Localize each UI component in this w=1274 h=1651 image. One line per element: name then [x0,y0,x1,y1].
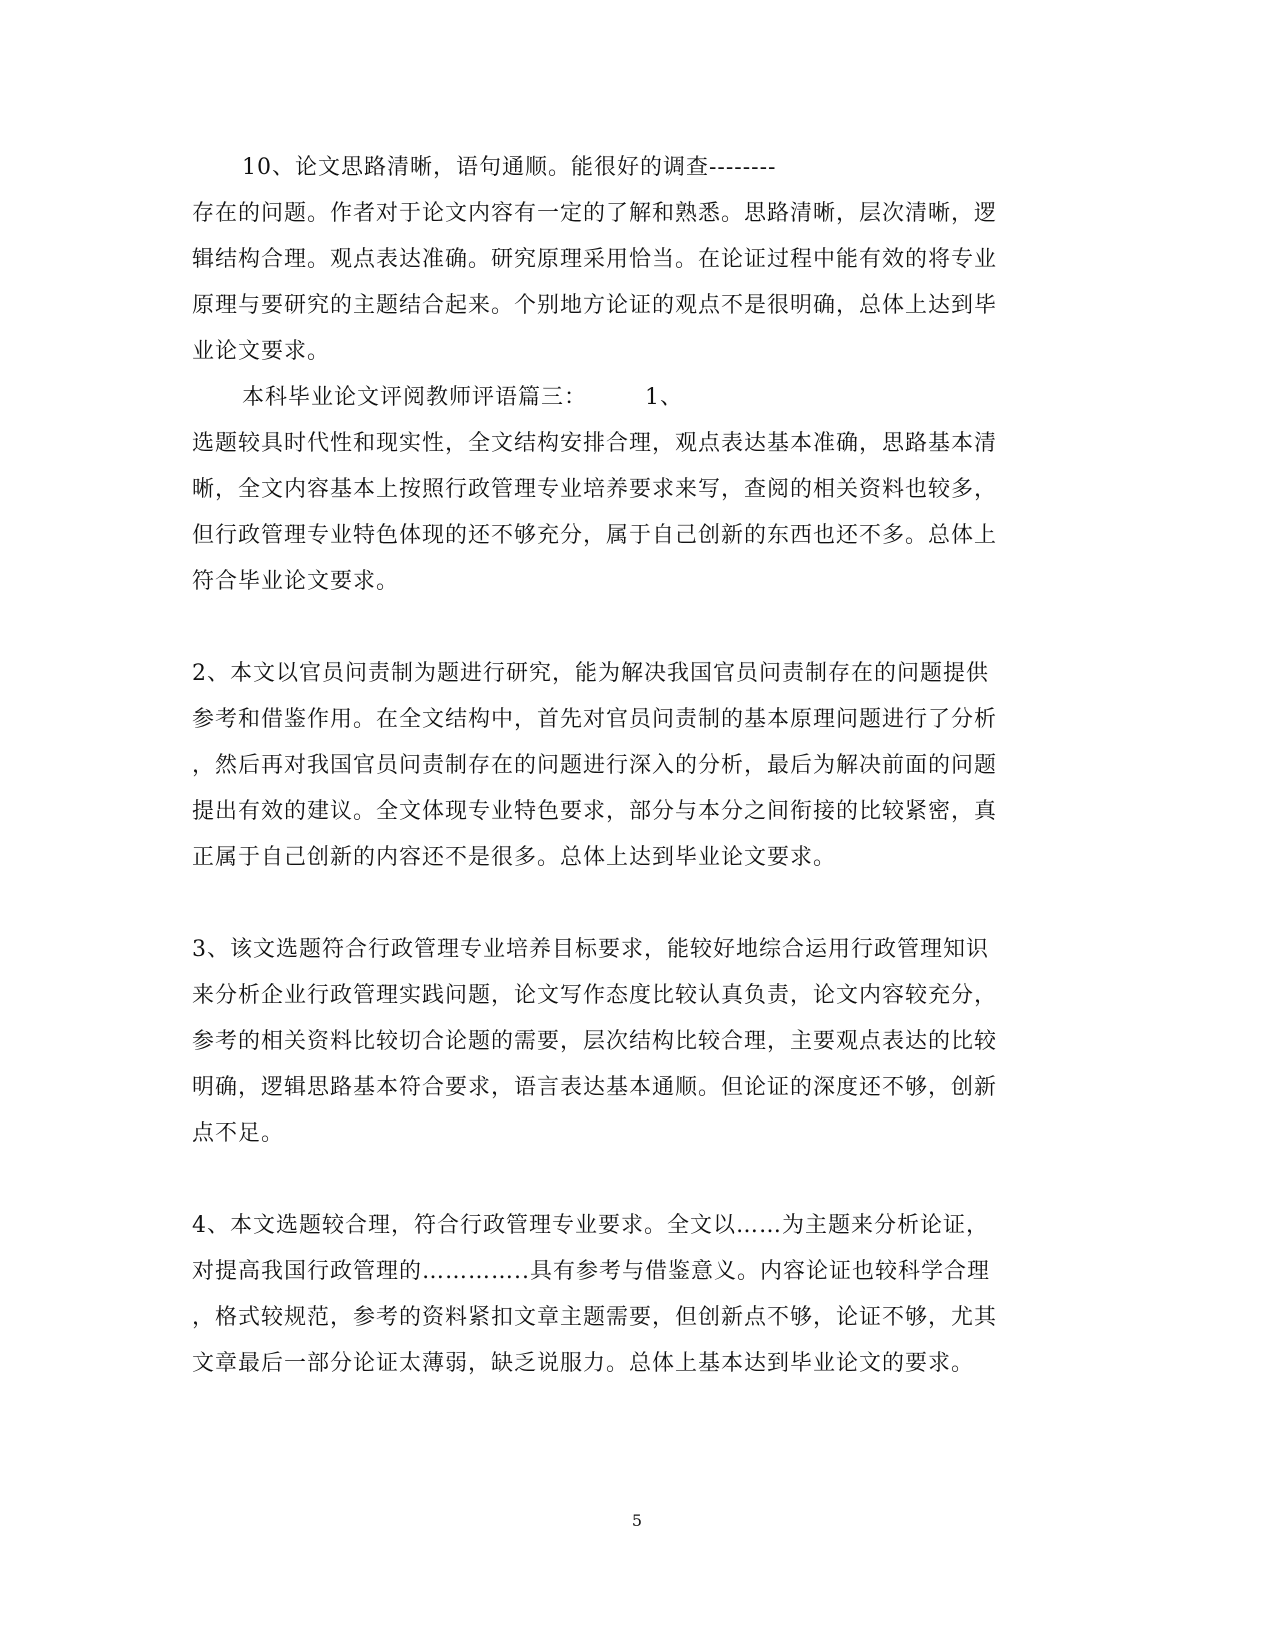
text-line: 晰，全文内容基本上按照行政管理专业培养要求来写，查阅的相关资料也较多， [192,477,998,502]
text-line: 参考和借鉴作用。在全文结构中，首先对官员问责制的基本原理问题进行了分析 [192,707,998,732]
text-line: 但行政管理专业特色体现的还不够充分，属于自己创新的东西也还不多。总体上 [192,523,998,548]
text-line: 正属于自己创新的内容还不是很多。总体上达到毕业论文要求。 [192,845,837,870]
text-line: 符合毕业论文要求。 [192,569,400,594]
text-line: 明确，逻辑思路基本符合要求，语言表达基本通顺。但论证的深度还不够，创新 [192,1075,998,1100]
text-line: 文章最后一部分论证太薄弱，缺乏说服力。总体上基本达到毕业论文的要求。 [192,1351,975,1376]
text-line: 业论文要求。 [192,339,331,364]
text-line: 存在的问题。作者对于论文内容有一定的了解和熟悉。思路清晰，层次清晰，逻 [192,201,998,226]
text-line: 2、本文以官员问责制为题进行研究，能为解决我国官员问责制存在的问题提供 [192,661,989,686]
text-line: 10、论文思路清晰，语句通顺。能很好的调查-------- [242,155,777,180]
text-line: 选题较具时代性和现实性，全文结构安排合理，观点表达基本准确，思路基本清 [192,431,998,456]
text-line: 4、本文选题较合理，符合行政管理专业要求。全文以……为主题来分析论证， [192,1213,989,1238]
page-number: 5 [631,1511,643,1530]
text-line: 辑结构合理。观点表达准确。研究原理采用恰当。在论证过程中能有效的将专业 [192,247,998,272]
text-line: 3、该文选题符合行政管理专业培养目标要求，能较好地综合运用行政管理知识 [192,937,989,962]
text-line: 提出有效的建议。全文体现专业特色要求，部分与本分之间衔接的比较紧密，真 [192,799,998,824]
text-line: 原理与要研究的主题结合起来。个别地方论证的观点不是很明确，总体上达到毕 [192,293,998,318]
text-line: 参考的相关资料比较切合论题的需要，层次结构比较合理，主要观点表达的比较 [192,1029,998,1054]
text-line: 点不足。 [192,1121,285,1146]
text-line: ，格式较规范，参考的资料紧扣文章主题需要，但创新点不够，论证不够，尤其 [192,1305,998,1330]
text-line: 对提高我国行政管理的…………..具有参考与借鉴意义。内容论证也较科学合理 [192,1259,990,1284]
text-line: 来分析企业行政管理实践问题，论文写作态度比较认真负责，论文内容较充分， [192,983,998,1008]
section-heading: 本科毕业论文评阅教师评语篇三： 1、 [242,385,683,410]
text-line: ，然后再对我国官员问责制存在的问题进行深入的分析，最后为解决前面的问题 [192,753,998,778]
